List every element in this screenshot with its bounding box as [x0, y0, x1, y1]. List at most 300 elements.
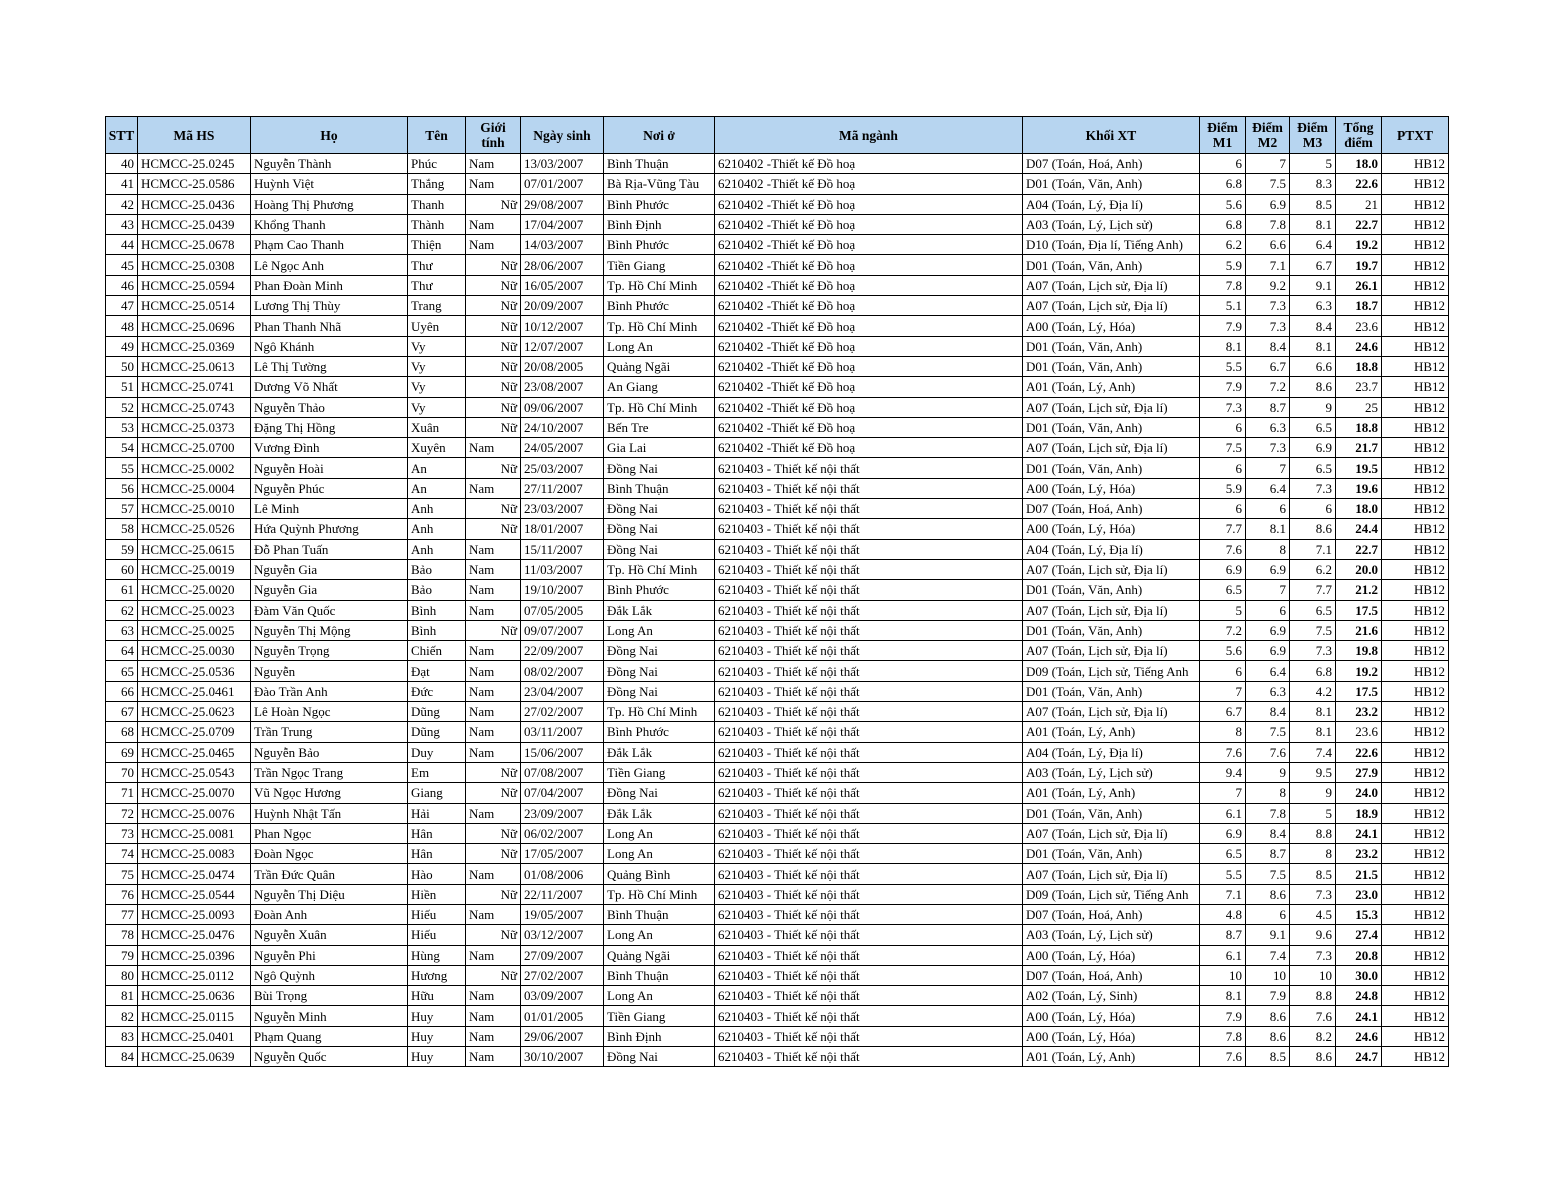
cell-ho: Hoàng Thị Phương: [251, 194, 408, 214]
table-row: [106, 478, 1449, 498]
cell-ten: Hiếu: [408, 904, 466, 924]
cell-ngay-sinh: 03/11/2007: [521, 722, 604, 742]
cell-ngay-sinh: 03/09/2007: [521, 986, 604, 1006]
cell-diem-m1: 6.7: [1200, 702, 1246, 722]
cell-ten: Thư: [408, 255, 466, 275]
cell-diem-m3: 8.8: [1290, 823, 1336, 843]
cell-ma-nganh: 6210403 - Thiết kế nội thất: [715, 580, 1023, 600]
cell-noi-o: Đắk Lắk: [604, 600, 715, 620]
cell-noi-o: Long An: [604, 823, 715, 843]
cell-stt: 81: [106, 986, 138, 1006]
cell-ten: Xuân: [408, 417, 466, 437]
cell-ten: Vy: [408, 356, 466, 376]
cell-tong-diem: 23.7: [1336, 377, 1382, 397]
cell-stt: 69: [106, 742, 138, 762]
cell-diem-m2: 6.3: [1246, 417, 1290, 437]
cell-diem-m1: 5.6: [1200, 641, 1246, 661]
table-row: [106, 580, 1449, 600]
cell-stt: 83: [106, 1026, 138, 1046]
cell-tong-diem: 23.2: [1336, 702, 1382, 722]
cell-noi-o: Tp. Hồ Chí Minh: [604, 275, 715, 295]
cell-diem-m2: 7.6: [1246, 742, 1290, 762]
cell-ten: Dũng: [408, 722, 466, 742]
cell-ten: Hiền: [408, 884, 466, 904]
cell-ho: Đào Trần Anh: [251, 681, 408, 701]
cell-ten: Anh: [408, 519, 466, 539]
cell-gioi-tinh: Nam: [466, 478, 521, 498]
cell-diem-m1: 6.9: [1200, 559, 1246, 579]
table-row: [106, 336, 1449, 356]
cell-khoi-xt: D01 (Toán, Văn, Anh): [1023, 417, 1200, 437]
cell-ma-nganh: 6210403 - Thiết kế nội thất: [715, 844, 1023, 864]
cell-diem-m3: 8.3: [1290, 174, 1336, 194]
cell-stt: 47: [106, 296, 138, 316]
cell-diem-m1: 7.7: [1200, 519, 1246, 539]
cell-tong-diem: 23.6: [1336, 722, 1382, 742]
cell-gioi-tinh: Nữ: [466, 762, 521, 782]
cell-diem-m3: 8.1: [1290, 214, 1336, 234]
cell-ma-nganh: 6210403 - Thiết kế nội thất: [715, 519, 1023, 539]
cell-stt: 61: [106, 580, 138, 600]
cell-ngay-sinh: 09/07/2007: [521, 620, 604, 640]
cell-stt: 62: [106, 600, 138, 620]
cell-diem-m3: 4.2: [1290, 681, 1336, 701]
cell-ma-hs: HCMCC-25.0461: [138, 681, 251, 701]
cell-gioi-tinh: Nữ: [466, 458, 521, 478]
cell-diem-m2: 8.6: [1246, 884, 1290, 904]
cell-noi-o: Tp. Hồ Chí Minh: [604, 316, 715, 336]
cell-ten: Hải: [408, 803, 466, 823]
cell-gioi-tinh: Nam: [466, 559, 521, 579]
cell-ngay-sinh: 17/04/2007: [521, 214, 604, 234]
cell-ma-nganh: 6210403 - Thiết kế nội thất: [715, 945, 1023, 965]
cell-ptxt: HB12: [1382, 1006, 1449, 1026]
cell-gioi-tinh: Nam: [466, 174, 521, 194]
cell-diem-m2: 10: [1246, 965, 1290, 985]
cell-diem-m3: 8.5: [1290, 194, 1336, 214]
cell-diem-m1: 7.8: [1200, 1026, 1246, 1046]
header-ma-nganh: Mã ngành: [715, 117, 1023, 154]
cell-tong-diem: 24.6: [1336, 336, 1382, 356]
cell-gioi-tinh: Nữ: [466, 884, 521, 904]
cell-ptxt: HB12: [1382, 1026, 1449, 1046]
cell-ten: Anh: [408, 539, 466, 559]
cell-tong-diem: 18.8: [1336, 417, 1382, 437]
cell-noi-o: Bình Phước: [604, 296, 715, 316]
table-row: [106, 702, 1449, 722]
cell-ptxt: HB12: [1382, 559, 1449, 579]
cell-khoi-xt: A01 (Toán, Lý, Anh): [1023, 1047, 1200, 1067]
cell-ho: Nguyễn Phúc: [251, 478, 408, 498]
cell-ma-nganh: 6210403 - Thiết kế nội thất: [715, 702, 1023, 722]
cell-ngay-sinh: 14/03/2007: [521, 235, 604, 255]
cell-stt: 77: [106, 904, 138, 924]
cell-diem-m1: 5.9: [1200, 478, 1246, 498]
cell-gioi-tinh: Nam: [466, 1006, 521, 1026]
cell-noi-o: Tiền Giang: [604, 762, 715, 782]
cell-ma-nganh: 6210403 - Thiết kế nội thất: [715, 864, 1023, 884]
cell-stt: 42: [106, 194, 138, 214]
cell-tong-diem: 18.0: [1336, 499, 1382, 519]
cell-stt: 79: [106, 945, 138, 965]
cell-ma-hs: HCMCC-25.0019: [138, 559, 251, 579]
cell-ma-nganh: 6210402 -Thiết kế Đồ hoạ: [715, 275, 1023, 295]
cell-ten: Hân: [408, 823, 466, 843]
cell-ngay-sinh: 30/10/2007: [521, 1047, 604, 1067]
cell-diem-m2: 6.9: [1246, 194, 1290, 214]
cell-stt: 68: [106, 722, 138, 742]
cell-tong-diem: 24.1: [1336, 823, 1382, 843]
cell-khoi-xt: A01 (Toán, Lý, Anh): [1023, 722, 1200, 742]
cell-diem-m3: 7.6: [1290, 1006, 1336, 1026]
cell-ten: Em: [408, 762, 466, 782]
cell-gioi-tinh: Nam: [466, 681, 521, 701]
cell-noi-o: An Giang: [604, 377, 715, 397]
cell-noi-o: Đồng Nai: [604, 458, 715, 478]
cell-diem-m1: 9.4: [1200, 762, 1246, 782]
cell-diem-m1: 6: [1200, 417, 1246, 437]
cell-diem-m3: 7.7: [1290, 580, 1336, 600]
cell-diem-m1: 5.5: [1200, 864, 1246, 884]
cell-diem-m2: 7.1: [1246, 255, 1290, 275]
cell-khoi-xt: D01 (Toán, Văn, Anh): [1023, 681, 1200, 701]
cell-noi-o: Long An: [604, 925, 715, 945]
cell-ho: Đoàn Ngọc: [251, 844, 408, 864]
cell-tong-diem: 20.0: [1336, 559, 1382, 579]
table-row: [106, 1047, 1449, 1067]
table-row: [106, 539, 1449, 559]
cell-diem-m3: 7.3: [1290, 641, 1336, 661]
cell-noi-o: Long An: [604, 336, 715, 356]
cell-diem-m1: 8.7: [1200, 925, 1246, 945]
cell-noi-o: Tp. Hồ Chí Minh: [604, 702, 715, 722]
cell-tong-diem: 24.0: [1336, 783, 1382, 803]
cell-ptxt: HB12: [1382, 316, 1449, 336]
cell-diem-m3: 8.6: [1290, 377, 1336, 397]
cell-gioi-tinh: Nữ: [466, 397, 521, 417]
cell-khoi-xt: A01 (Toán, Lý, Anh): [1023, 377, 1200, 397]
cell-ma-hs: HCMCC-25.0373: [138, 417, 251, 437]
cell-ten: Duy: [408, 742, 466, 762]
cell-diem-m2: 7: [1246, 580, 1290, 600]
cell-stt: 48: [106, 316, 138, 336]
cell-tong-diem: 23.6: [1336, 316, 1382, 336]
cell-stt: 60: [106, 559, 138, 579]
cell-ngay-sinh: 15/06/2007: [521, 742, 604, 762]
cell-stt: 67: [106, 702, 138, 722]
cell-ptxt: HB12: [1382, 417, 1449, 437]
cell-khoi-xt: A07 (Toán, Lịch sử, Địa lí): [1023, 702, 1200, 722]
cell-noi-o: Bình Thuận: [604, 478, 715, 498]
cell-diem-m1: 8.1: [1200, 986, 1246, 1006]
cell-ngay-sinh: 01/01/2005: [521, 1006, 604, 1026]
cell-diem-m2: 7.5: [1246, 174, 1290, 194]
cell-ngay-sinh: 07/04/2007: [521, 783, 604, 803]
cell-gioi-tinh: Nam: [466, 986, 521, 1006]
cell-tong-diem: 22.6: [1336, 174, 1382, 194]
cell-noi-o: Tp. Hồ Chí Minh: [604, 559, 715, 579]
cell-ma-hs: HCMCC-25.0436: [138, 194, 251, 214]
cell-ptxt: HB12: [1382, 884, 1449, 904]
cell-khoi-xt: A04 (Toán, Lý, Địa lí): [1023, 539, 1200, 559]
cell-diem-m1: 6.1: [1200, 945, 1246, 965]
cell-gioi-tinh: Nam: [466, 214, 521, 234]
cell-ho: Đỗ Phan Tuấn: [251, 539, 408, 559]
cell-ma-hs: HCMCC-25.0396: [138, 945, 251, 965]
cell-diem-m2: 6.9: [1246, 620, 1290, 640]
cell-diem-m2: 7.5: [1246, 722, 1290, 742]
cell-khoi-xt: D07 (Toán, Hoá, Anh): [1023, 904, 1200, 924]
table-row: [106, 925, 1449, 945]
cell-ngay-sinh: 07/05/2005: [521, 600, 604, 620]
cell-ten: Đức: [408, 681, 466, 701]
cell-diem-m2: 6.9: [1246, 641, 1290, 661]
header-diem-m2: Điểm M2: [1246, 117, 1290, 154]
cell-noi-o: Bình Thuận: [604, 904, 715, 924]
cell-ten: Thắng: [408, 174, 466, 194]
cell-diem-m3: 8.1: [1290, 722, 1336, 742]
cell-ma-hs: HCMCC-25.0639: [138, 1047, 251, 1067]
cell-noi-o: Bến Tre: [604, 417, 715, 437]
cell-khoi-xt: A04 (Toán, Lý, Địa lí): [1023, 742, 1200, 762]
cell-diem-m1: 5.9: [1200, 255, 1246, 275]
cell-ho: Nguyễn Gia: [251, 580, 408, 600]
cell-gioi-tinh: Nam: [466, 702, 521, 722]
cell-ten: Vy: [408, 397, 466, 417]
cell-ho: Hứa Quỳnh Phương: [251, 519, 408, 539]
cell-diem-m3: 8.2: [1290, 1026, 1336, 1046]
cell-diem-m2: 7.3: [1246, 438, 1290, 458]
cell-stt: 70: [106, 762, 138, 782]
cell-ten: Giang: [408, 783, 466, 803]
cell-diem-m3: 7.5: [1290, 620, 1336, 640]
cell-gioi-tinh: Nam: [466, 438, 521, 458]
cell-ptxt: HB12: [1382, 174, 1449, 194]
cell-ma-hs: HCMCC-25.0586: [138, 174, 251, 194]
cell-tong-diem: 21.7: [1336, 438, 1382, 458]
cell-ten: Huy: [408, 1006, 466, 1026]
cell-diem-m1: 7.2: [1200, 620, 1246, 640]
header-noi-o: Nơi ở: [604, 117, 715, 154]
cell-diem-m3: 6: [1290, 499, 1336, 519]
cell-gioi-tinh: Nữ: [466, 925, 521, 945]
cell-diem-m2: 8: [1246, 783, 1290, 803]
cell-noi-o: Tiền Giang: [604, 255, 715, 275]
cell-ptxt: HB12: [1382, 600, 1449, 620]
cell-ten: Hiếu: [408, 925, 466, 945]
cell-khoi-xt: A07 (Toán, Lịch sử, Địa lí): [1023, 296, 1200, 316]
cell-ten: Huy: [408, 1026, 466, 1046]
cell-diem-m2: 8.6: [1246, 1006, 1290, 1026]
cell-ma-nganh: 6210403 - Thiết kế nội thất: [715, 722, 1023, 742]
cell-diem-m1: 5.5: [1200, 356, 1246, 376]
cell-noi-o: Tiền Giang: [604, 1006, 715, 1026]
cell-tong-diem: 22.7: [1336, 214, 1382, 234]
cell-diem-m1: 6: [1200, 499, 1246, 519]
header-gioi-tinh: Giới tính: [466, 117, 521, 154]
cell-khoi-xt: A07 (Toán, Lịch sử, Địa lí): [1023, 275, 1200, 295]
cell-ptxt: HB12: [1382, 641, 1449, 661]
header-ngay-sinh: Ngày sinh: [521, 117, 604, 154]
cell-ma-hs: HCMCC-25.0025: [138, 620, 251, 640]
cell-diem-m1: 6.5: [1200, 844, 1246, 864]
cell-diem-m1: 5.6: [1200, 194, 1246, 214]
cell-diem-m1: 7.3: [1200, 397, 1246, 417]
cell-stt: 74: [106, 844, 138, 864]
cell-ten: Dũng: [408, 702, 466, 722]
cell-ma-hs: HCMCC-25.0700: [138, 438, 251, 458]
cell-ho: Nguyễn Minh: [251, 1006, 408, 1026]
cell-ma-nganh: 6210403 - Thiết kế nội thất: [715, 823, 1023, 843]
cell-ten: Hương: [408, 965, 466, 985]
table-row: [106, 722, 1449, 742]
cell-ngay-sinh: 17/05/2007: [521, 844, 604, 864]
cell-ma-hs: HCMCC-25.0636: [138, 986, 251, 1006]
cell-tong-diem: 24.1: [1336, 1006, 1382, 1026]
cell-ten: An: [408, 458, 466, 478]
cell-khoi-xt: D01 (Toán, Văn, Anh): [1023, 174, 1200, 194]
cell-ptxt: HB12: [1382, 925, 1449, 945]
cell-khoi-xt: A00 (Toán, Lý, Hóa): [1023, 316, 1200, 336]
table-row: [106, 681, 1449, 701]
cell-diem-m1: 6.5: [1200, 580, 1246, 600]
cell-ma-hs: HCMCC-25.0543: [138, 762, 251, 782]
cell-ptxt: HB12: [1382, 194, 1449, 214]
cell-ten: Hữu: [408, 986, 466, 1006]
cell-ngay-sinh: 13/03/2007: [521, 154, 604, 174]
cell-ma-hs: HCMCC-25.0002: [138, 458, 251, 478]
cell-ma-nganh: 6210403 - Thiết kế nội thất: [715, 1026, 1023, 1046]
cell-ngay-sinh: 18/01/2007: [521, 519, 604, 539]
cell-ngay-sinh: 22/11/2007: [521, 884, 604, 904]
cell-ma-hs: HCMCC-25.0623: [138, 702, 251, 722]
cell-ten: Bình: [408, 600, 466, 620]
cell-ptxt: HB12: [1382, 742, 1449, 762]
cell-stt: 46: [106, 275, 138, 295]
cell-khoi-xt: D01 (Toán, Văn, Anh): [1023, 803, 1200, 823]
cell-ho: Nguyễn Thành: [251, 154, 408, 174]
cell-ma-hs: HCMCC-25.0526: [138, 519, 251, 539]
cell-stt: 43: [106, 214, 138, 234]
cell-tong-diem: 24.7: [1336, 1047, 1382, 1067]
cell-gioi-tinh: Nam: [466, 235, 521, 255]
cell-diem-m2: 7.5: [1246, 864, 1290, 884]
cell-khoi-xt: A00 (Toán, Lý, Hóa): [1023, 478, 1200, 498]
cell-khoi-xt: A07 (Toán, Lịch sử, Địa lí): [1023, 438, 1200, 458]
cell-ngay-sinh: 19/05/2007: [521, 904, 604, 924]
cell-stt: 72: [106, 803, 138, 823]
cell-ma-nganh: 6210402 -Thiết kế Đồ hoạ: [715, 336, 1023, 356]
cell-stt: 53: [106, 417, 138, 437]
cell-ten: Bình: [408, 620, 466, 640]
header-ptxt: PTXT: [1382, 117, 1449, 154]
cell-stt: 82: [106, 1006, 138, 1026]
cell-ho: Trần Đức Quân: [251, 864, 408, 884]
table-row: [106, 377, 1449, 397]
cell-gioi-tinh: Nam: [466, 742, 521, 762]
cell-noi-o: Đồng Nai: [604, 539, 715, 559]
table-row: [106, 986, 1449, 1006]
cell-ptxt: HB12: [1382, 438, 1449, 458]
cell-ptxt: HB12: [1382, 235, 1449, 255]
cell-ngay-sinh: 20/09/2007: [521, 296, 604, 316]
cell-tong-diem: 30.0: [1336, 965, 1382, 985]
cell-diem-m2: 7.3: [1246, 296, 1290, 316]
cell-ngay-sinh: 25/03/2007: [521, 458, 604, 478]
table-row: [106, 458, 1449, 478]
cell-diem-m2: 6: [1246, 904, 1290, 924]
table-row: [106, 397, 1449, 417]
cell-diem-m1: 7.9: [1200, 1006, 1246, 1026]
cell-gioi-tinh: Nam: [466, 661, 521, 681]
cell-diem-m2: 8.7: [1246, 844, 1290, 864]
cell-ma-nganh: 6210403 - Thiết kế nội thất: [715, 783, 1023, 803]
cell-ten: Uyên: [408, 316, 466, 336]
cell-diem-m3: 10: [1290, 965, 1336, 985]
cell-diem-m3: 7.3: [1290, 884, 1336, 904]
cell-ma-nganh: 6210403 - Thiết kế nội thất: [715, 478, 1023, 498]
cell-stt: 59: [106, 539, 138, 559]
cell-diem-m2: 7: [1246, 154, 1290, 174]
cell-tong-diem: 21.5: [1336, 864, 1382, 884]
cell-ngay-sinh: 27/09/2007: [521, 945, 604, 965]
table-row: [106, 174, 1449, 194]
table-row: [106, 1006, 1449, 1026]
cell-noi-o: Bình Phước: [604, 235, 715, 255]
cell-khoi-xt: A03 (Toán, Lý, Lịch sử): [1023, 925, 1200, 945]
cell-ho: Nguyễn Thị Diệu: [251, 884, 408, 904]
cell-ma-hs: HCMCC-25.0083: [138, 844, 251, 864]
cell-ma-nganh: 6210402 -Thiết kế Đồ hoạ: [715, 255, 1023, 275]
cell-stt: 57: [106, 499, 138, 519]
cell-diem-m2: 6: [1246, 499, 1290, 519]
cell-diem-m3: 6.3: [1290, 296, 1336, 316]
cell-ho: Nguyễn Quốc: [251, 1047, 408, 1067]
cell-diem-m2: 9.2: [1246, 275, 1290, 295]
cell-ngay-sinh: 22/09/2007: [521, 641, 604, 661]
cell-ma-nganh: 6210403 - Thiết kế nội thất: [715, 458, 1023, 478]
cell-stt: 49: [106, 336, 138, 356]
cell-ptxt: HB12: [1382, 214, 1449, 234]
cell-ho: Dương Võ Nhất: [251, 377, 408, 397]
cell-diem-m1: 7.9: [1200, 377, 1246, 397]
cell-stt: 76: [106, 884, 138, 904]
cell-tong-diem: 21: [1336, 194, 1382, 214]
cell-diem-m3: 6.7: [1290, 255, 1336, 275]
cell-diem-m3: 7.3: [1290, 945, 1336, 965]
cell-ho: Nguyễn: [251, 661, 408, 681]
cell-diem-m1: 6.1: [1200, 803, 1246, 823]
cell-ho: Trần Ngọc Trang: [251, 762, 408, 782]
table-row: [106, 945, 1449, 965]
cell-ma-hs: HCMCC-25.0308: [138, 255, 251, 275]
cell-ma-nganh: 6210402 -Thiết kế Đồ hoạ: [715, 417, 1023, 437]
cell-tong-diem: 19.2: [1336, 235, 1382, 255]
cell-ten: Huy: [408, 1047, 466, 1067]
table-row: [106, 823, 1449, 843]
cell-tong-diem: 23.0: [1336, 884, 1382, 904]
cell-ptxt: HB12: [1382, 722, 1449, 742]
cell-ngay-sinh: 23/09/2007: [521, 803, 604, 823]
cell-diem-m2: 9: [1246, 762, 1290, 782]
cell-noi-o: Đồng Nai: [604, 681, 715, 701]
cell-ho: Lê Minh: [251, 499, 408, 519]
cell-ten: Bảo: [408, 559, 466, 579]
cell-ngay-sinh: 06/02/2007: [521, 823, 604, 843]
cell-stt: 54: [106, 438, 138, 458]
cell-diem-m2: 6: [1246, 600, 1290, 620]
cell-ngay-sinh: 27/02/2007: [521, 965, 604, 985]
